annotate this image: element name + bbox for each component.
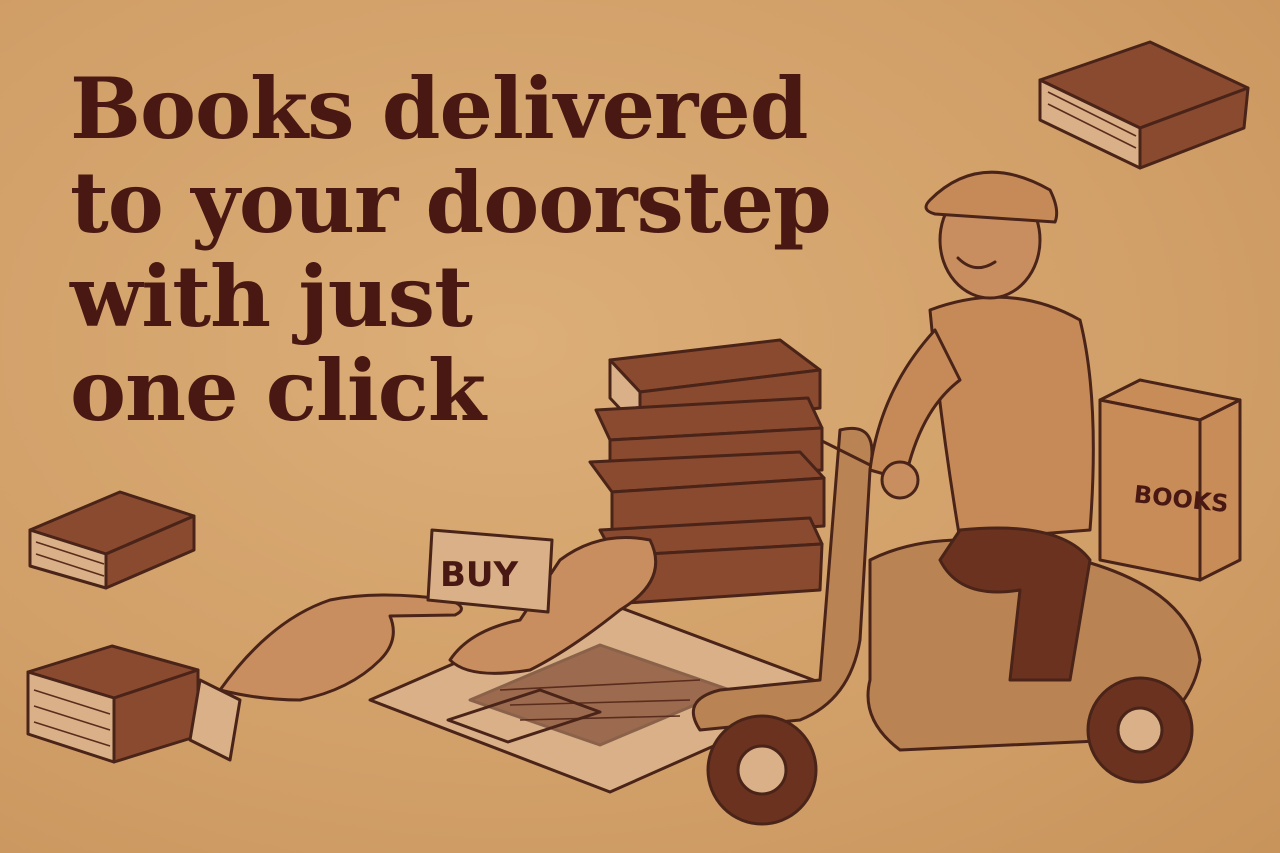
book-left-middle <box>30 492 194 588</box>
delivery-box <box>1100 380 1240 580</box>
buy-tag-label: BUY <box>440 555 519 595</box>
delivery-box-label: BOOKS <box>1132 480 1230 519</box>
book-top-right <box>1040 42 1248 168</box>
headline <box>70 59 870 440</box>
headline-line-3: with just <box>70 247 472 346</box>
headline-line-4: one click <box>70 341 486 440</box>
headline-line-2: to your doorstep <box>70 153 831 252</box>
buy-tag[interactable] <box>428 530 552 612</box>
book-left-bottom <box>28 646 198 762</box>
headline-line-1: Books delivered <box>70 59 808 158</box>
